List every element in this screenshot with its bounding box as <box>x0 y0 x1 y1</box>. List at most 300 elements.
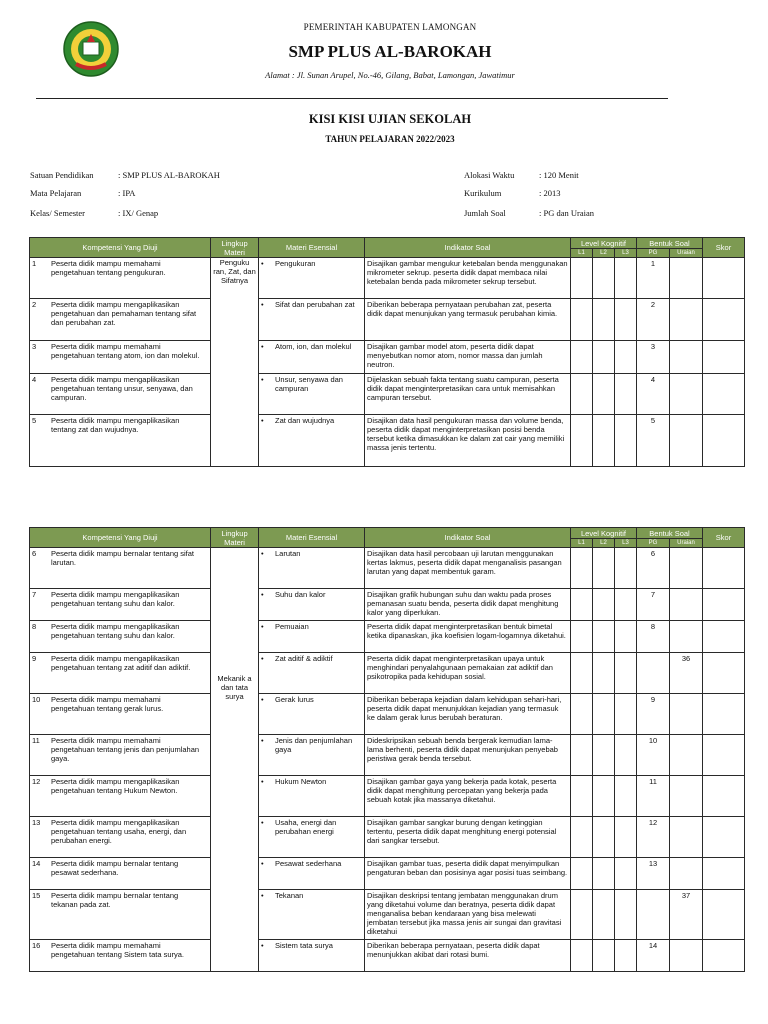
indikator-cell <box>365 735 571 776</box>
row-number: 7 <box>32 590 37 599</box>
uraian-cell <box>670 817 703 858</box>
kompetensi-text: Peserta didik mampu mengaplikasikan pengetahuan tentang unsur, senyawa, dan campuran. <box>51 375 193 402</box>
level-l2-cell <box>593 858 615 890</box>
materi-cell <box>259 653 365 694</box>
skor-cell <box>703 694 745 735</box>
level-l2-cell <box>593 653 615 694</box>
table-row <box>30 858 745 890</box>
header-l2: L2 <box>593 249 615 258</box>
uraian-cell <box>670 341 703 374</box>
materi-cell <box>259 940 365 972</box>
kompetensi-text: Peserta didik mampu memahami pengetahuan tentang gerak lurus. <box>51 695 164 713</box>
row-number: 11 <box>32 736 40 745</box>
header-bentuk: Bentuk Soal <box>637 528 703 539</box>
level-l3-cell <box>615 299 637 341</box>
indikator-cell <box>365 589 571 621</box>
level-l2-cell <box>593 589 615 621</box>
skor-cell <box>703 735 745 776</box>
table-row <box>30 374 745 415</box>
kompetensi-cell <box>30 415 211 467</box>
kompetensi-text: Peserta didik mampu mengaplikasikan pengetahuan tentang usaha, energi, dan perubahan energi. <box>51 818 187 845</box>
level-l3-cell <box>615 817 637 858</box>
table-row <box>30 548 745 589</box>
level-l3-cell <box>615 694 637 735</box>
table-row <box>30 653 745 694</box>
pg-cell <box>637 694 670 735</box>
uraian-cell <box>670 589 703 621</box>
materi-text: Jenis dan penjumlahan gaya <box>275 736 353 754</box>
materi-text: Zat dan wujudnya <box>275 416 335 425</box>
materi-text: Hukum Newton <box>275 777 327 786</box>
bullet: • <box>261 549 264 558</box>
level-l1-cell <box>571 341 593 374</box>
alokasi-value: : 120 Menit <box>539 170 579 180</box>
lingkup-text: Penguku ran, Zat, dan Sifatnya <box>213 258 256 285</box>
kompetensi-cell <box>30 374 211 415</box>
skor-cell <box>703 653 745 694</box>
materi-text: Pemuaian <box>275 622 309 631</box>
satuan-label: Satuan Pendidikan <box>30 170 94 180</box>
row-number: 13 <box>32 818 41 827</box>
uraian-cell <box>670 548 703 589</box>
indikator-text: Diberikan beberapa kejadian dalam kehidupan sehari-hari, peserta didik dapat menunjukkan kejadian yang termasuk ke dalam gerak lurus berubah beraturan. <box>367 695 562 722</box>
indikator-cell <box>365 776 571 817</box>
kompetensi-cell <box>30 940 211 972</box>
kompetensi-text: Peserta didik mampu mengaplikasikan pengetahuan tentang zat aditif dan adiktif. <box>51 654 191 672</box>
kisi-table-1 <box>29 237 745 467</box>
level-l3-cell <box>615 940 637 972</box>
indikator-text: Diberikan beberapa pernyataan, peserta didik dapat menunjukkan akibat dari rotasi bumi. <box>367 941 540 959</box>
kompetensi-cell <box>30 341 211 374</box>
level-l2-cell <box>593 548 615 589</box>
skor-cell <box>703 817 745 858</box>
indikator-text: Disajikan grafik hubungan suhu dan waktu pada proses pemanasan suatu benda, peserta didik dapat menghitung kalor yang diperlukan. <box>367 590 559 617</box>
kompetensi-text: Peserta didik mampu memahami pengetahuan tentang Sistem tata surya. <box>51 941 185 959</box>
skor-cell <box>703 415 745 467</box>
level-l1-cell <box>571 890 593 940</box>
header-indikator: Indikator Soal <box>365 238 571 258</box>
materi-cell <box>259 735 365 776</box>
kurikulum-value: : 2013 <box>539 188 561 198</box>
level-l2-cell <box>593 374 615 415</box>
header-l2: L2 <box>593 539 615 548</box>
pg-number: 14 <box>648 941 658 950</box>
header-pg: PG <box>637 539 670 548</box>
row-number: 4 <box>32 375 37 384</box>
level-l2-cell <box>593 776 615 817</box>
table-row <box>30 940 745 972</box>
bullet: • <box>261 891 264 900</box>
kurikulum-label: Kurikulum <box>464 188 502 198</box>
materi-cell <box>259 776 365 817</box>
bullet: • <box>261 300 264 309</box>
pg-cell <box>637 776 670 817</box>
pg-number: 3 <box>650 342 656 351</box>
government-name: PEMERINTAH KABUPATEN LAMONGAN <box>303 22 477 32</box>
bullet: • <box>261 375 264 384</box>
header-skor: Skor <box>703 528 745 548</box>
bullet: • <box>261 654 264 663</box>
pg-cell <box>637 817 670 858</box>
materi-text: Tekanan <box>275 891 304 900</box>
indikator-text: Peserta didik dapat menginterpretasikan upaya untuk menghindari penyalahgunaan pemakaian zat adiktif dan psikotropika pada kehidupan sosial. <box>367 654 553 681</box>
materi-cell <box>259 415 365 467</box>
kompetensi-text: Peserta didik mampu bernalar tentang sifat larutan. <box>51 549 194 567</box>
row-number: 8 <box>32 622 37 631</box>
level-l1-cell <box>571 776 593 817</box>
table-row <box>30 817 745 858</box>
bullet: • <box>261 622 264 631</box>
school-logo <box>62 20 120 78</box>
materi-text: Unsur, senyawa dan campuran <box>275 375 343 393</box>
table-row <box>30 299 745 341</box>
level-l2-cell <box>593 415 615 467</box>
kompetensi-text: Peserta didik mampu mengaplikasikan pengetahuan tentang Hukum Newton. <box>51 777 180 795</box>
level-l1-cell <box>571 940 593 972</box>
lingkup-cell <box>211 548 259 972</box>
level-l2-cell <box>593 299 615 341</box>
satuan-value: : SMP PLUS AL-BAROKAH <box>118 170 220 180</box>
row-number: 10 <box>32 695 41 704</box>
header-l3: L3 <box>615 249 637 258</box>
pg-number: 10 <box>648 736 658 745</box>
level-l1-cell <box>571 548 593 589</box>
pg-cell <box>637 341 670 374</box>
materi-cell <box>259 258 365 299</box>
pg-cell <box>637 415 670 467</box>
level-l2-cell <box>593 258 615 299</box>
level-l1-cell <box>571 374 593 415</box>
materi-cell <box>259 341 365 374</box>
indikator-cell <box>365 621 571 653</box>
indikator-cell <box>365 258 571 299</box>
indikator-cell <box>365 890 571 940</box>
kisi-table-2 <box>29 527 745 972</box>
jumlah-label: Jumlah Soal <box>464 208 506 218</box>
skor-cell <box>703 258 745 299</box>
indikator-cell <box>365 374 571 415</box>
indikator-text: Disajikan gambar model atom, peserta didik dapat menyebutkan nomor atom, nomor massa dan jumlah neutron. <box>367 342 543 369</box>
lingkup-text: Mekanik a dan tata surya <box>217 674 252 701</box>
level-l2-cell <box>593 621 615 653</box>
kompetensi-text: Peserta didik mampu memahami pengetahuan tentang atom, ion dan molekul. <box>51 342 200 360</box>
kompetensi-text: Peserta didik mampu bernalar tentang tekanan pada zat. <box>51 891 179 909</box>
row-number: 3 <box>32 342 37 351</box>
level-l3-cell <box>615 621 637 653</box>
indikator-text: Disajikan gambar gaya yang bekerja pada kotak, peserta didik dapat menghitung percepatan yang bekerja pada sebuah kotak jika massanya diketahui. <box>367 777 557 804</box>
pg-cell <box>637 589 670 621</box>
indikator-text: Disajikan gambar tuas, peserta didik dapat menyimpulkan pengaturan beban dan posisinya agar posisi tuas seimbang. <box>367 859 568 877</box>
table-row <box>30 694 745 735</box>
level-l3-cell <box>615 589 637 621</box>
level-l2-cell <box>593 940 615 972</box>
uraian-cell <box>670 858 703 890</box>
pg-number: 7 <box>650 590 656 599</box>
uraian-number: 36 <box>681 654 691 663</box>
header-materi: Materi Esensial <box>259 238 365 258</box>
indikator-text: Disajikan deskripsi tentang jembatan menggunakan drum yang diketahui volume dan beratnya, peserta didik dapat menganalisa beban kendaraan yang bisa melewati jembatan tersebut jika massa jenis air sungai dan gravitasi diketahui <box>367 891 562 936</box>
pg-number: 2 <box>650 300 656 309</box>
header-lingkup: Lingkup Materi <box>211 528 259 548</box>
skor-cell <box>703 940 745 972</box>
materi-text: Zat aditif & adiktif <box>275 654 333 663</box>
row-number: 1 <box>32 259 37 268</box>
header-l1: L1 <box>571 539 593 548</box>
alokasi-label: Alokasi Waktu <box>464 170 515 180</box>
uraian-cell <box>670 653 703 694</box>
materi-cell <box>259 374 365 415</box>
level-l3-cell <box>615 548 637 589</box>
header-lingkup: Lingkup Materi <box>211 238 259 258</box>
level-l3-cell <box>615 415 637 467</box>
level-l1-cell <box>571 621 593 653</box>
skor-cell <box>703 341 745 374</box>
pg-number: 9 <box>650 695 656 704</box>
row-number: 15 <box>32 891 41 900</box>
kompetensi-cell <box>30 817 211 858</box>
lingkup-cell <box>211 258 259 467</box>
uraian-cell <box>670 694 703 735</box>
kompetensi-cell <box>30 621 211 653</box>
bullet: • <box>261 416 264 425</box>
table-row <box>30 890 745 940</box>
indikator-text: Dijelaskan sebuah fakta tentang suatu campuran, peserta didik dapat menginterpretasikan cara untuk memisahkan campuran tersebut. <box>367 375 559 402</box>
uraian-cell <box>670 621 703 653</box>
kompetensi-text: Peserta didik mampu mengaplikasikan pengetahuan tentang suhu dan kalor. <box>51 622 180 640</box>
skor-cell <box>703 621 745 653</box>
kompetensi-cell <box>30 299 211 341</box>
kompetensi-cell <box>30 890 211 940</box>
uraian-cell <box>670 258 703 299</box>
materi-text: Sifat dan perubahan zat <box>275 300 355 309</box>
row-number: 16 <box>32 941 41 950</box>
materi-cell <box>259 299 365 341</box>
indikator-text: Disajikan gambar mengukur ketebalan benda menggunakan mikrometer sekrup. peserta didik dapat membaca nilai ketebalan benda pada mikrometer sekrup tersebut. <box>367 259 568 286</box>
pg-cell <box>637 890 670 940</box>
skor-cell <box>703 548 745 589</box>
indikator-cell <box>365 299 571 341</box>
bullet: • <box>261 941 264 950</box>
pg-number: 13 <box>648 859 658 868</box>
indikator-cell <box>365 817 571 858</box>
header-materi: Materi Esensial <box>259 528 365 548</box>
indikator-text: Disajikan data hasil pengukuran massa dan volume benda, peserta didik dapat menginterpretasikan posisi benda tersebut ketika dimasukkan ke dalam zat cair yang memiliki massa jenis tertentu. <box>367 416 565 452</box>
kompetensi-cell <box>30 694 211 735</box>
indikator-text: Peserta didik dapat menginterpretasikan bentuk bimetal ketika dipanaskan, jika koefisien logam-logamnya diketahui. <box>367 622 566 640</box>
header-skor: Skor <box>703 238 745 258</box>
skor-cell <box>703 589 745 621</box>
bullet: • <box>261 590 264 599</box>
indikator-cell <box>365 694 571 735</box>
bullet: • <box>261 818 264 827</box>
header-l1: L1 <box>571 249 593 258</box>
level-l1-cell <box>571 299 593 341</box>
uraian-cell <box>670 299 703 341</box>
level-l3-cell <box>615 374 637 415</box>
indikator-cell <box>365 415 571 467</box>
kompetensi-cell <box>30 548 211 589</box>
level-l2-cell <box>593 341 615 374</box>
level-l3-cell <box>615 735 637 776</box>
pg-cell <box>637 548 670 589</box>
materi-cell <box>259 890 365 940</box>
kompetensi-text: Peserta didik mampu mengaplikasikan pengetahuan tentang suhu dan kalor. <box>51 590 180 608</box>
header-pg: PG <box>637 249 670 258</box>
materi-text: Suhu dan kalor <box>275 590 326 599</box>
table-row <box>30 621 745 653</box>
materi-text: Usaha, energi dan perubahan energi <box>275 818 337 836</box>
academic-year: TAHUN PELAJARAN 2022/2023 <box>325 134 455 144</box>
pg-number: 8 <box>650 622 656 631</box>
uraian-cell <box>670 776 703 817</box>
materi-cell <box>259 621 365 653</box>
pg-cell <box>637 858 670 890</box>
skor-cell <box>703 890 745 940</box>
materi-cell <box>259 817 365 858</box>
level-l1-cell <box>571 258 593 299</box>
document-title: KISI KISI UJIAN SEKOLAH <box>308 112 472 126</box>
level-l3-cell <box>615 890 637 940</box>
pg-cell <box>637 621 670 653</box>
indikator-text: Dideskripsikan sebuah benda bergerak kemudian lama-lama berhenti, peserta didik dapat menunjukan penyebab peristiwa gerak benda tersebut. <box>367 736 558 763</box>
kompetensi-cell <box>30 858 211 890</box>
kelas-value: : IX/ Genap <box>118 208 159 218</box>
level-l3-cell <box>615 258 637 299</box>
uraian-number: 37 <box>681 891 691 900</box>
bullet: • <box>261 859 264 868</box>
level-l1-cell <box>571 735 593 776</box>
level-l2-cell <box>593 817 615 858</box>
row-number: 2 <box>32 300 37 309</box>
materi-cell <box>259 858 365 890</box>
pg-cell <box>637 299 670 341</box>
level-l2-cell <box>593 694 615 735</box>
header-level: Level Kognitif <box>571 238 637 249</box>
pg-number: 12 <box>648 818 658 827</box>
pg-cell <box>637 374 670 415</box>
pg-number: 11 <box>649 777 657 786</box>
bullet: • <box>261 259 264 268</box>
header-kompetensi: Kompetensi Yang Diuji <box>30 238 211 258</box>
school-address: Alamat : Jl. Sunan Arupel, No.-46, Gilang, Babat, Lamongan, Jawatimur <box>265 70 515 80</box>
level-l1-cell <box>571 589 593 621</box>
level-l3-cell <box>615 776 637 817</box>
mapel-value: : IPA <box>118 188 136 198</box>
row-number: 5 <box>32 416 37 425</box>
kompetensi-text: Peserta didik mampu memahami pengetahuan tentang pengukuran. <box>51 259 166 277</box>
header-uraian: Uraian <box>670 249 703 258</box>
materi-cell <box>259 694 365 735</box>
level-l3-cell <box>615 341 637 374</box>
bullet: • <box>261 695 264 704</box>
materi-text: Atom, ion, dan molekul <box>275 342 352 351</box>
skor-cell <box>703 374 745 415</box>
row-number: 14 <box>32 859 41 868</box>
header-divider <box>36 98 668 99</box>
uraian-cell <box>670 940 703 972</box>
indikator-cell <box>365 548 571 589</box>
pg-cell <box>637 258 670 299</box>
kompetensi-cell <box>30 735 211 776</box>
indikator-text: Disajikan data hasil percobaan uji larutan menggunakan kertas lakmus, peserta didik dapat menganalisis pasangan larutan yang dapat membentuk garam. <box>367 549 562 576</box>
level-l1-cell <box>571 694 593 735</box>
kompetensi-cell <box>30 776 211 817</box>
pg-number: 6 <box>650 549 656 558</box>
level-l1-cell <box>571 415 593 467</box>
mapel-label: Mata Pelajaran <box>30 188 82 198</box>
kompetensi-text: Peserta didik mampu mengaplikasikan pengetahuan dan pemahaman tentang sifat dan perubahan zat. <box>51 300 197 327</box>
kompetensi-text: Peserta didik mampu mengaplikasikan tentang zat dan wujudnya. <box>51 416 180 434</box>
kelas-label: Kelas/ Semester <box>30 208 85 218</box>
materi-text: Pengukuran <box>275 259 316 268</box>
kompetensi-text: Peserta didik mampu memahami pengetahuan tentang jenis dan penjumlahan gaya. <box>51 736 200 763</box>
jumlah-value: : PG dan Uraian <box>539 208 595 218</box>
materi-text: Larutan <box>275 549 301 558</box>
table-row <box>30 415 745 467</box>
level-l3-cell <box>615 858 637 890</box>
uraian-cell <box>670 890 703 940</box>
table-row <box>30 735 745 776</box>
materi-text: Pesawat sederhana <box>275 859 342 868</box>
row-number: 9 <box>32 654 37 663</box>
bullet: • <box>261 777 264 786</box>
level-l1-cell <box>571 653 593 694</box>
pg-cell <box>637 940 670 972</box>
indikator-text: Diberikan beberapa pernyataan perubahan zat, peserta didik dapat menunjukan yang termasuk perubahan kimia. <box>367 300 558 318</box>
header-indikator: Indikator Soal <box>365 528 571 548</box>
table-row <box>30 258 745 299</box>
level-l2-cell <box>593 890 615 940</box>
indikator-cell <box>365 341 571 374</box>
materi-text: Sistem tata surya <box>275 941 333 950</box>
indikator-cell <box>365 940 571 972</box>
level-l2-cell <box>593 735 615 776</box>
bullet: • <box>261 736 264 745</box>
header-l3: L3 <box>615 539 637 548</box>
kompetensi-text: Peserta didik mampu bernalar tentang pesawat sederhana. <box>51 859 179 877</box>
uraian-cell <box>670 735 703 776</box>
uraian-cell <box>670 415 703 467</box>
kompetensi-cell <box>30 653 211 694</box>
materi-cell <box>259 548 365 589</box>
pg-number: 5 <box>650 416 656 425</box>
materi-text: Gerak lurus <box>275 695 314 704</box>
skor-cell <box>703 776 745 817</box>
materi-cell <box>259 589 365 621</box>
header-bentuk: Bentuk Soal <box>637 238 703 249</box>
table-row <box>30 776 745 817</box>
skor-cell <box>703 299 745 341</box>
level-l3-cell <box>615 653 637 694</box>
row-number: 6 <box>32 549 37 558</box>
pg-cell <box>637 653 670 694</box>
school-name: SMP PLUS AL-BAROKAH <box>288 42 492 61</box>
table-row <box>30 341 745 374</box>
header-uraian: Uraian <box>670 539 703 548</box>
uraian-cell <box>670 374 703 415</box>
header-kompetensi: Kompetensi Yang Diuji <box>30 528 211 548</box>
header-level: Level Kognitif <box>571 528 637 539</box>
indikator-cell <box>365 653 571 694</box>
indikator-cell <box>365 858 571 890</box>
bullet: • <box>261 342 264 351</box>
level-l1-cell <box>571 817 593 858</box>
pg-number: 4 <box>650 375 656 384</box>
indikator-text: Disajikan gambar sangkar burung dengan ketinggian tertentu, peserta didik dapat menghitung energi potensial dari sangkar tersebut. <box>367 818 557 845</box>
kompetensi-cell <box>30 589 211 621</box>
skor-cell <box>703 858 745 890</box>
kompetensi-cell <box>30 258 211 299</box>
